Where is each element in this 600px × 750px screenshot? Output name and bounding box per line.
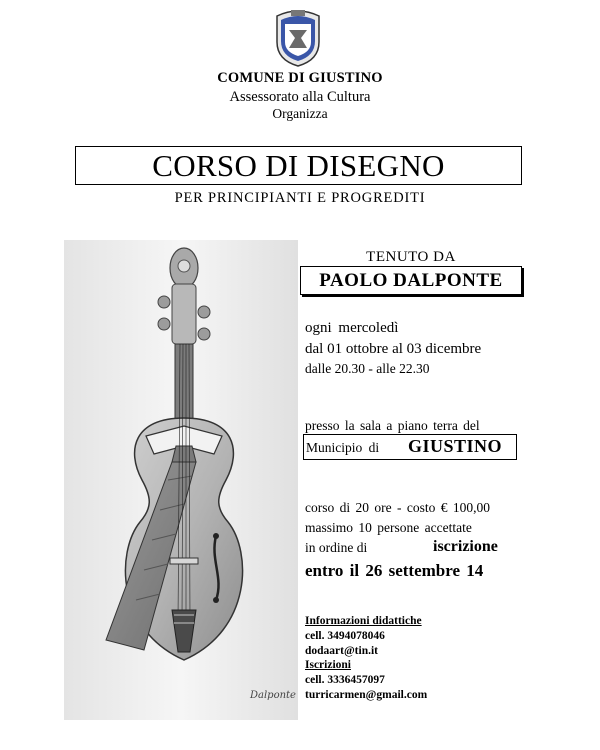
schedule-day: ogni mercoledì bbox=[305, 320, 399, 336]
enrollment-email[interactable]: turricarmen@gmail.com bbox=[305, 689, 428, 701]
course-capacity: massimo 10 persone accettate bbox=[305, 520, 472, 535]
schedule-hours: dalle 20.30 - alle 22.30 bbox=[305, 361, 430, 376]
enrollment-heading: Iscrizioni bbox=[305, 659, 351, 671]
didactic-phone: cell. 3494078046 bbox=[305, 630, 385, 642]
taught-by-label: TENUTO DA bbox=[366, 249, 456, 265]
violin-drawing bbox=[64, 240, 298, 720]
commune-name: COMUNE DI GIUSTINO bbox=[217, 70, 383, 86]
artist-signature: Dalponte bbox=[250, 690, 296, 701]
page-subtitle: PER PRINCIPIANTI E PROGREDITI bbox=[174, 190, 426, 206]
location-intro: presso la sala a piano terra del bbox=[305, 418, 480, 433]
order-label: in ordine di bbox=[305, 540, 368, 555]
didactic-info-heading: Informazioni didattiche bbox=[305, 615, 422, 627]
location-label: Municipio di bbox=[306, 440, 380, 455]
page-title: CORSO DI DISEGNO bbox=[152, 148, 445, 183]
schedule-dates: dal 01 ottobre al 03 dicembre bbox=[305, 341, 482, 357]
municipal-crest-icon bbox=[271, 8, 325, 68]
course-cost: corso di 20 ore - costo € 100,00 bbox=[305, 500, 490, 515]
didactic-email[interactable]: dodaart@tin.it bbox=[305, 645, 378, 657]
enrollment-phone: cell. 3336457097 bbox=[305, 674, 385, 686]
enrollment-deadline: entro il 26 settembre 14 bbox=[305, 561, 484, 580]
location-name: GIUSTINO bbox=[408, 436, 503, 456]
teacher-name: PAOLO DALPONTE bbox=[319, 270, 503, 291]
department-name: Assessorato alla Cultura bbox=[229, 89, 371, 105]
organizes-label: Organizza bbox=[272, 106, 328, 121]
order-word: iscrizione bbox=[433, 538, 498, 555]
